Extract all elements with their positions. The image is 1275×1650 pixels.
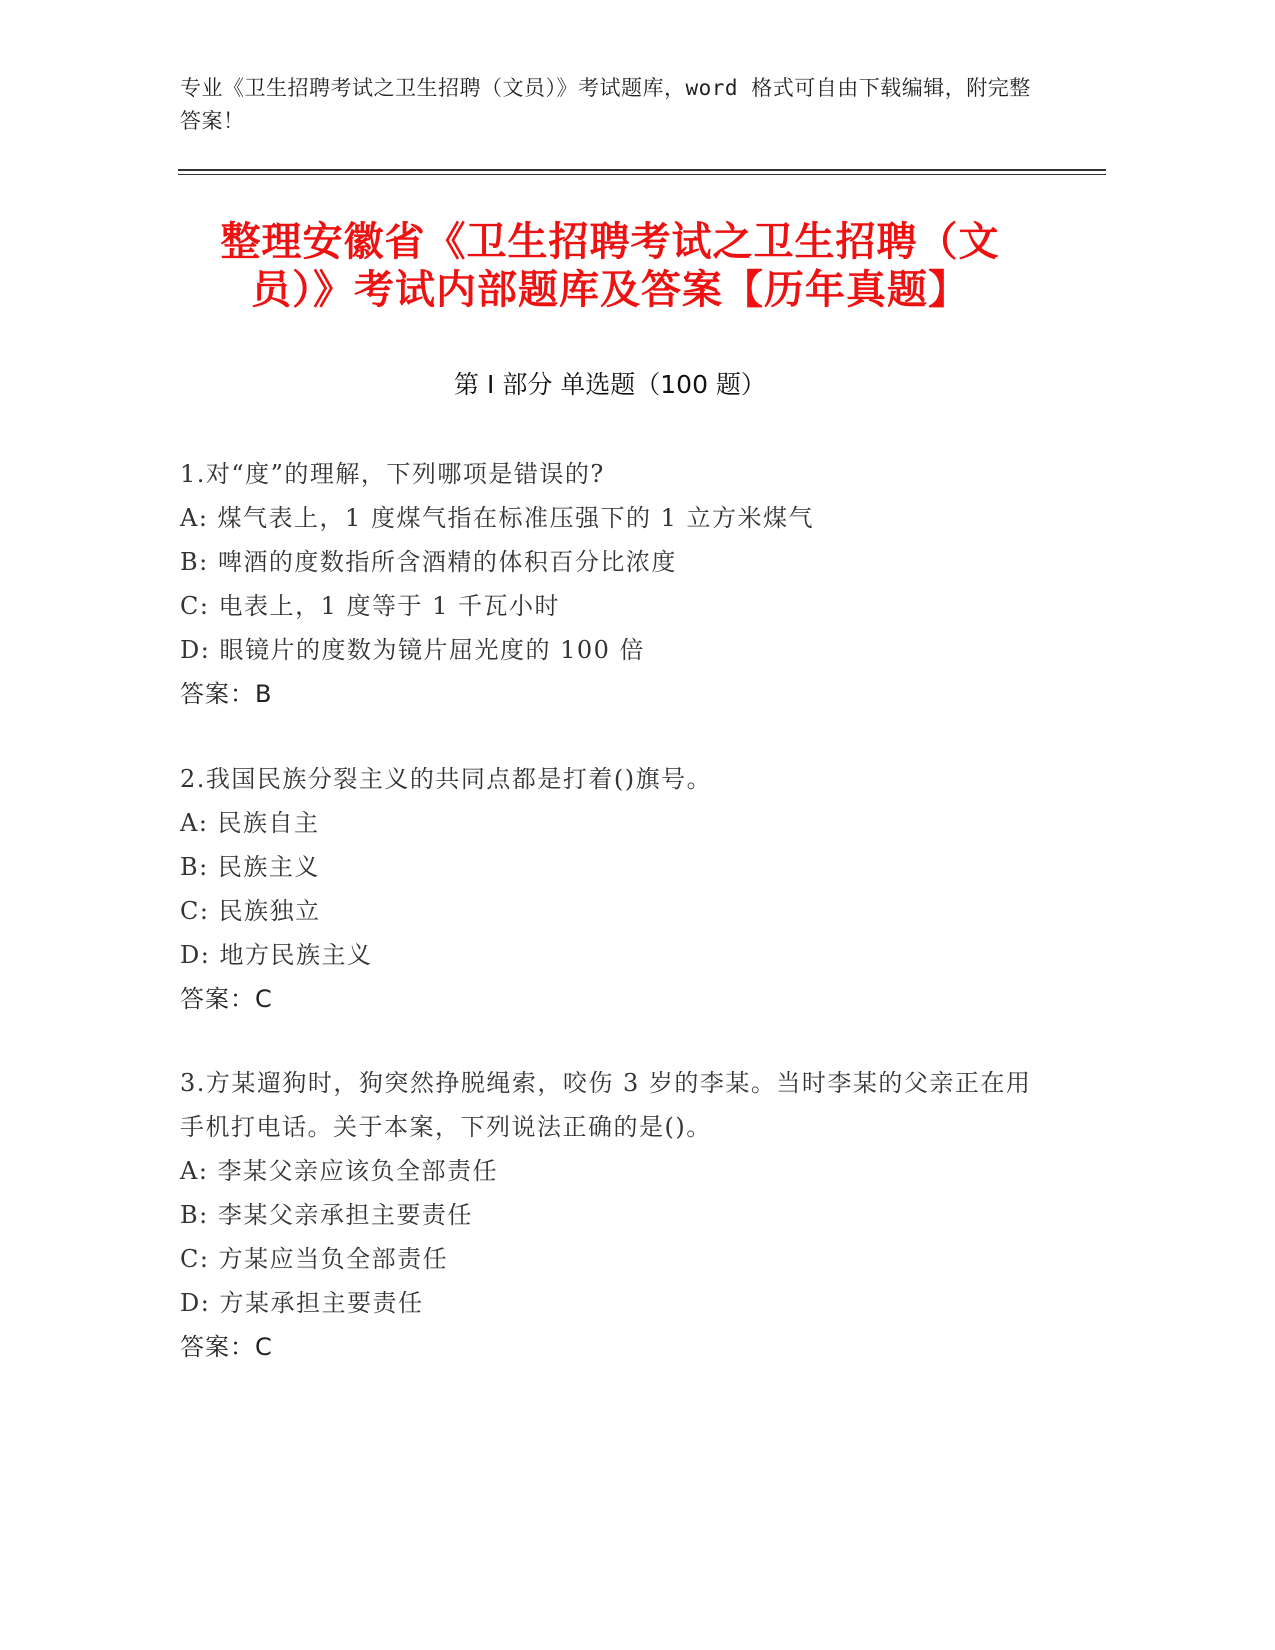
question-stem: 1.对“度”的理解，下列哪项是错误的? — [180, 460, 605, 488]
answer: 答案：C — [180, 985, 273, 1013]
question-stem: 3.方某遛狗时，狗突然挣脱绳索，咬伤 3 岁的李某。当时李某的父亲正在用手机打电话。关于本案，下列说法正确的是()。 — [180, 1069, 1032, 1141]
section-title: 第 I 部分 单选题（100 题） — [454, 370, 766, 399]
answer: 答案：B — [180, 680, 273, 708]
option-b: B: 李某父亲承担主要责任 — [180, 1201, 473, 1229]
answer: 答案：C — [180, 1333, 273, 1361]
option-a: A: 民族自主 — [180, 809, 320, 837]
question-stem: 2.我国民族分裂主义的共同点都是打着()旗号。 — [180, 765, 713, 793]
option-b: B: 民族主义 — [180, 853, 320, 881]
option-d: D: 眼镜片的度数为镜片屈光度的 100 倍 — [180, 636, 646, 664]
option-c: C: 方某应当负全部责任 — [180, 1245, 449, 1273]
option-d: D: 方某承担主要责任 — [180, 1289, 424, 1317]
question-2 — [180, 757, 1040, 1021]
header-divider-thin — [178, 174, 1106, 175]
question-3 — [180, 1061, 1040, 1369]
option-c: C: 电表上，1 度等于 1 千瓦小时 — [180, 592, 561, 620]
option-b: B: 啤酒的度数指所含酒精的体积百分比浓度 — [180, 548, 677, 576]
option-c: C: 民族独立 — [180, 897, 321, 925]
document-title: 整理安徽省《卫生招聘考试之卫生招聘（文员）》考试内部题库及答案【历年真题】 — [220, 219, 1000, 313]
option-a: A: 李某父亲应该负全部责任 — [180, 1157, 499, 1185]
option-a: A: 煤气表上，1 度煤气指在标准压强下的 1 立方米煤气 — [180, 504, 814, 532]
option-d: D: 地方民族主义 — [180, 941, 373, 969]
header-note: 专业《卫生招聘考试之卫生招聘（文员）》考试题库，word 格式可自由下载编辑，附完整答案！ — [180, 76, 1031, 133]
question-1 — [180, 452, 1040, 716]
header-divider-thick — [178, 169, 1106, 171]
